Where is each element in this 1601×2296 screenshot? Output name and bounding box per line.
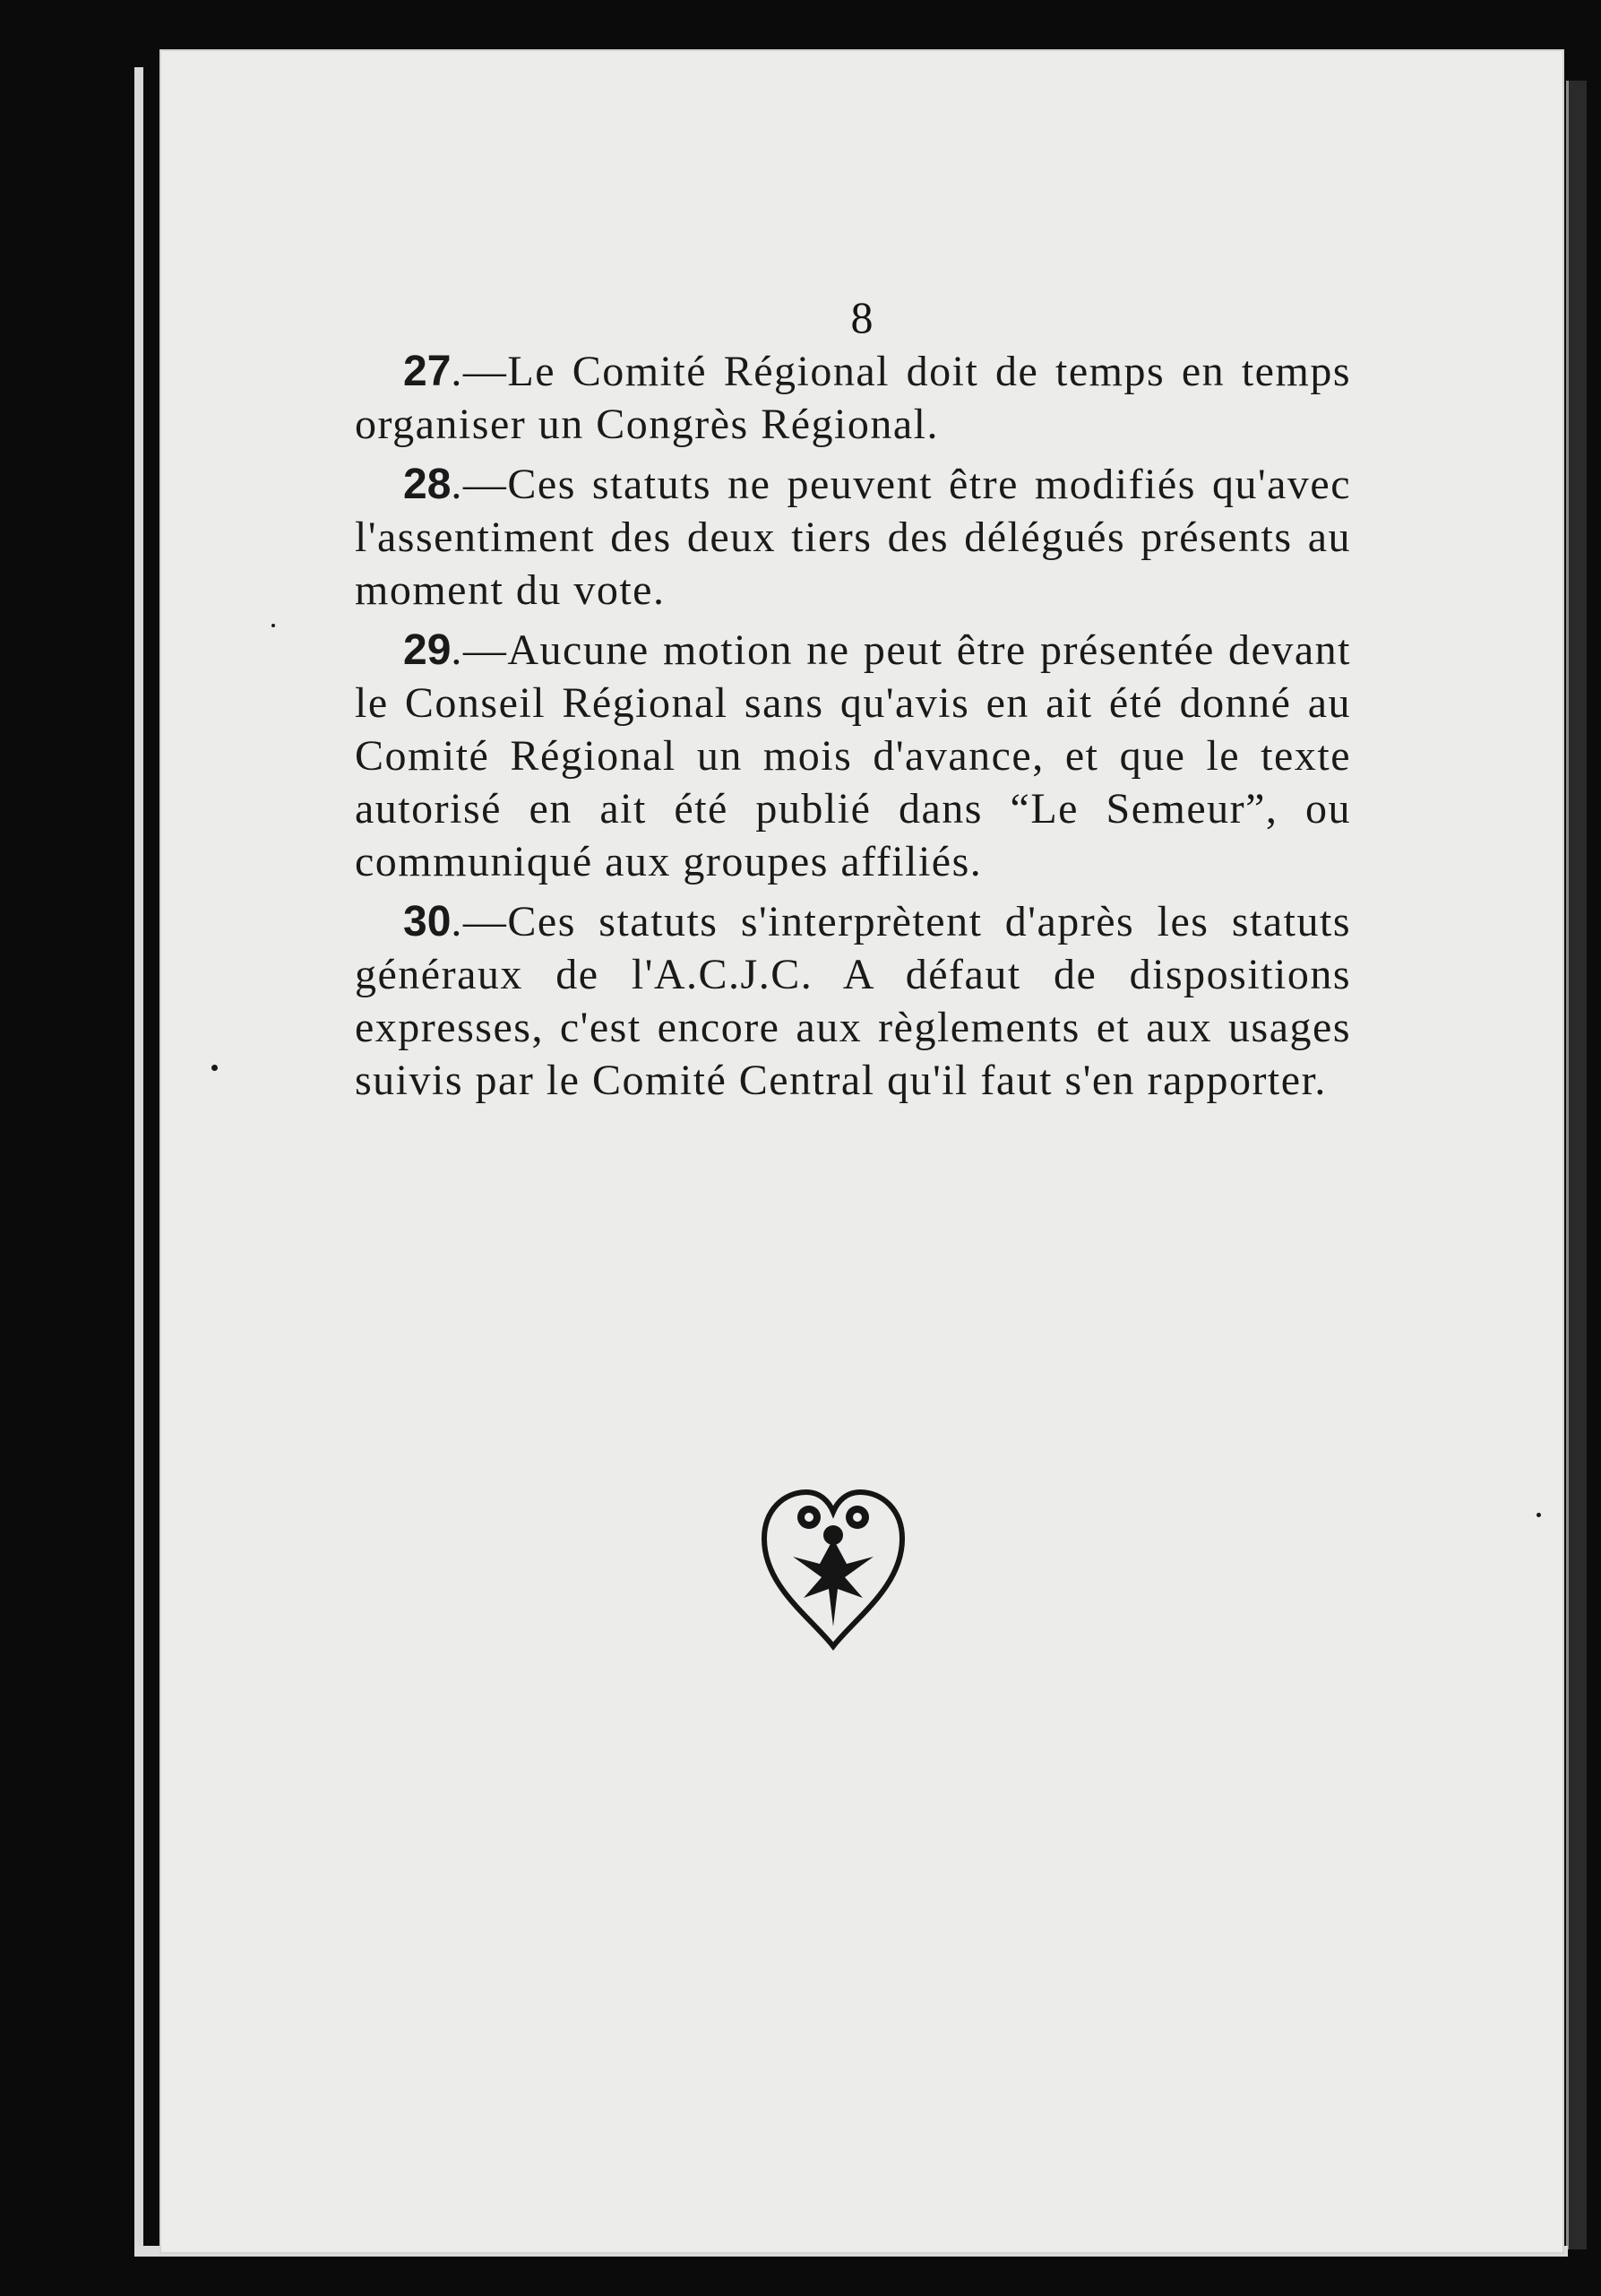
article-number: 27 — [403, 348, 452, 395]
article-text: Le Comité Régional doit de temps en temps organiser un Congrès Régional. — [355, 348, 1351, 448]
article-30 — [355, 895, 1351, 1107]
article-dash: .— — [451, 898, 508, 945]
article-28 — [355, 458, 1351, 617]
article-dash: .— — [451, 461, 508, 508]
scan-speck — [211, 1065, 218, 1071]
document-body — [355, 345, 1351, 1114]
article-number: 29 — [403, 626, 452, 674]
page-number: 8 — [850, 292, 874, 342]
article-text: Ces statuts s'interprètent d'après les statuts généraux de l'A.C.J.C. A défaut de dispositions expresses, c'est encore aux règlements et aux usages suivis par le Comité Central qu'il faut s'en rapporter. — [355, 898, 1351, 1104]
article-text: Aucune motion ne peut être présentée devant le Conseil Régional sans qu'avis en ait été donné au Comité Régional un mois d'avance, et que le texte autorisé en ait été publié dans “Le Semeur”, ou communiqué aux groupes affiliés. — [355, 626, 1351, 885]
scan-speck — [271, 624, 275, 627]
article-29 — [355, 624, 1351, 888]
article-27 — [355, 345, 1351, 451]
article-number: 28 — [403, 461, 452, 508]
page-left-edge — [134, 67, 143, 2254]
article-number: 30 — [403, 898, 452, 945]
article-dash: .— — [451, 348, 508, 395]
ermine-heart-ornament-icon — [757, 1483, 909, 1653]
article-dash: .— — [451, 626, 508, 674]
scan-speck — [1536, 1513, 1541, 1517]
article-text: Ces statuts ne peuvent être modifiés qu'avec l'assentiment des deux tiers des délégués présents au moment du vote. — [355, 461, 1351, 614]
page-right-edge — [1566, 81, 1587, 2249]
